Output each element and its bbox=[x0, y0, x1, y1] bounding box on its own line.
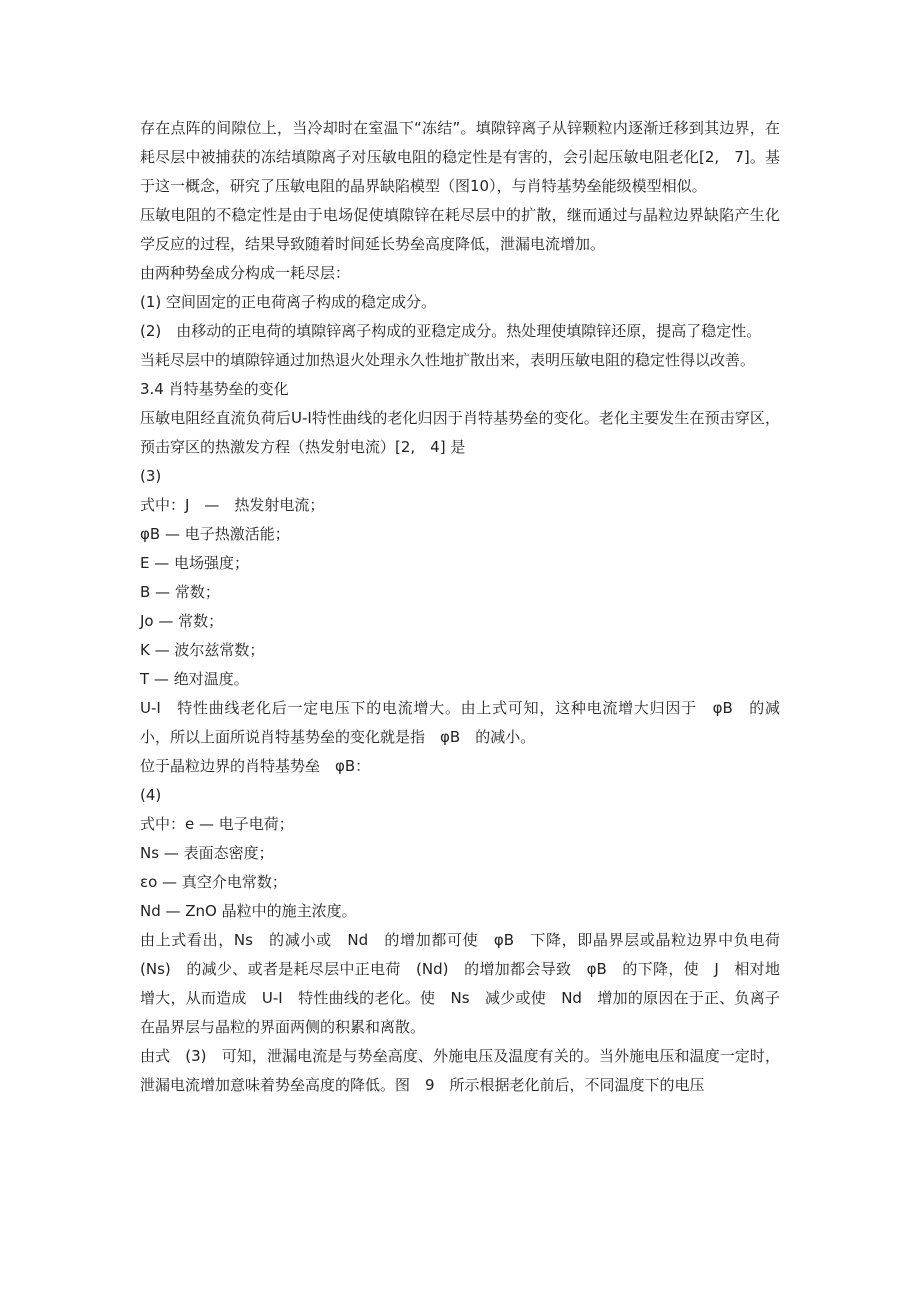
paragraph-annealing: 当耗尽层中的填隙锌通过加热退火处理永久性地扩散出来，表明压敏电阻的稳定性得以改善。 bbox=[140, 351, 756, 369]
paragraph-schottky-barrier: 位于晶粒边界的肖特基势垒 φB： bbox=[140, 757, 371, 775]
paragraph-leakage-current: 由式 (3) 可知，泄漏电流是与势垒高度、外施电压及温度有关的。当外施电压和温度一定时，泄漏电流增加意味着势垒高度的降低。图 9 所示根据老化前后，不同温度下的电压 bbox=[140, 1047, 780, 1094]
definition-b: B — 常数； bbox=[140, 583, 220, 601]
paragraph-current-increase: U-I 特性曲线老化后一定电压下的电流增大。由上式可知，这种电流增大归因于 φB 的减小，所以上面所说肖特基势垒的变化就是指 φB 的减小。 bbox=[140, 699, 780, 746]
equation-number-4: (4) bbox=[140, 786, 162, 804]
definition-jo: Jo — 常数； bbox=[140, 612, 224, 630]
definition-ns: Ns — 表面态密度； bbox=[140, 844, 274, 862]
definition-t: T — 绝对温度。 bbox=[140, 670, 249, 688]
document-page bbox=[140, 114, 780, 1100]
definition-phib: φB — 电子热激活能； bbox=[140, 525, 290, 543]
paragraph-ns-nd-analysis: 由上式看出，Ns 的减小或 Nd 的增加都可使 φB 下降，即晶界层或晶粒边界中负电荷(Ns) 的减少、或者是耗尽层中正电荷 (Nd) 的增加都会导致 φB 的下降，使 J 相对地增大，从而造成 U-I 特性曲线的老化。使 Ns 减少或使 Nd 增加的原因在于正、负离子在晶界层与晶粒的界面两侧的积累和离散。 bbox=[140, 931, 780, 1036]
definition-intro-e: 式中：e — 电子电荷； bbox=[140, 815, 294, 833]
list-item-metastable-component: (2) 由移动的正电荷的填隙锌离子构成的亚稳定成分。热处理使填隙锌还原，提高了稳定性。 bbox=[140, 322, 762, 340]
definition-nd: Nd — ZnO 晶粒中的施主浓度。 bbox=[140, 902, 357, 920]
equation-number-3: (3) bbox=[140, 467, 162, 485]
section-heading-3-4: 3.4 肖特基势垒的变化 bbox=[140, 380, 289, 398]
paragraph-interstitial-zinc: 存在点阵的间隙位上，当冷却时在室温下“冻结”。填隙锌离子从锌颗粒内逐渐迁移到其边界，在耗尽层中被捕获的冻结填隙离子对压敏电阻的稳定性是有害的，会引起压敏电阻老化[2, 7]。基于这一概念，研究了压敏电阻的晶界缺陷模型（图10），与肖特基势垒能级模型相似。 bbox=[140, 119, 780, 195]
definition-k: K — 波尔兹常数； bbox=[140, 641, 265, 659]
definition-e: E — 电场强度； bbox=[140, 554, 250, 572]
list-item-stable-component: (1) 空间固定的正电荷离子构成的稳定成分。 bbox=[140, 293, 437, 311]
definition-intro-j: 式中：J — 热发射电流； bbox=[140, 496, 325, 514]
definition-epsilon: εo — 真空介电常数； bbox=[140, 873, 287, 891]
paragraph-two-components: 由两种势垒成分构成一耗尽层： bbox=[140, 264, 351, 282]
paragraph-instability-cause: 压敏电阻的不稳定性是由于电场促使填隙锌在耗尽层中的扩散，继而通过与晶粒边界缺陷产生化学反应的过程，结果导致随着时间延长势垒高度降低，泄漏电流增加。 bbox=[140, 206, 780, 253]
paragraph-ui-aging: 压敏电阻经直流负荷后U-I特性曲线的老化归因于肖特基势垒的变化。老化主要发生在预击穿区，预击穿区的热激发方程（热发射电流）[2, 4] 是 bbox=[140, 409, 780, 456]
